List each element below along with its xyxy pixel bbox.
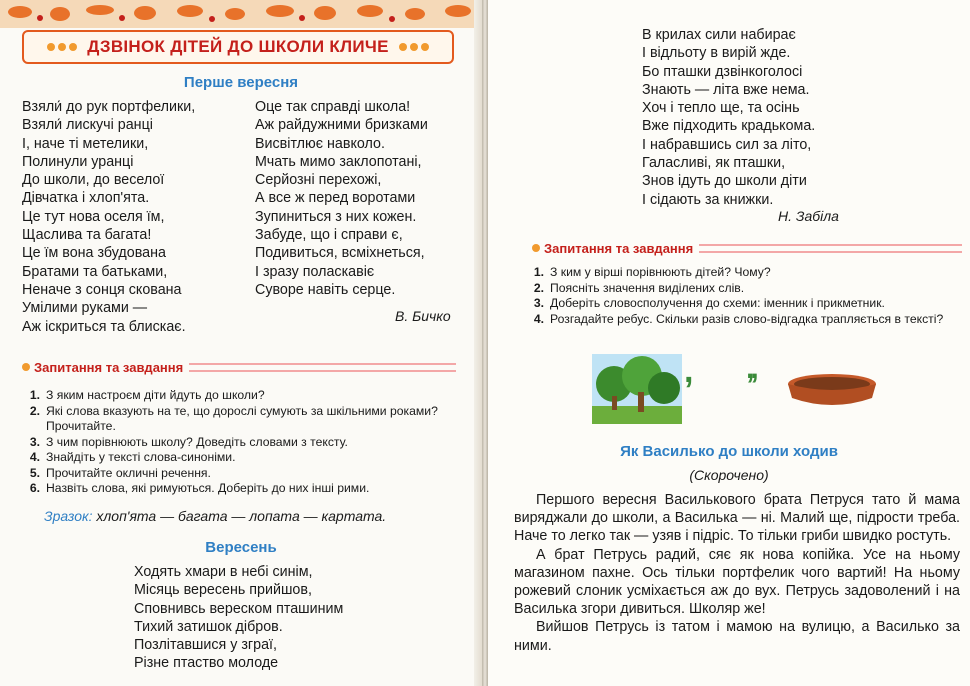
poem1-col2-line: А все ж перед воротами xyxy=(255,190,416,207)
poem-title-first-september: Перше вересня xyxy=(183,74,299,91)
sieve-picture xyxy=(784,370,880,410)
questions-list-right xyxy=(526,265,962,327)
poem2-line: Сповнивсь вереском пташиним xyxy=(134,600,344,617)
rebus-commas-right: ,, xyxy=(746,352,755,385)
question-number: 5. xyxy=(29,465,40,480)
poem-title-september: Вересень xyxy=(205,539,277,556)
question-text: З яким настроєм діти йдуть до школи? xyxy=(46,388,265,402)
poem2-lines xyxy=(134,563,343,673)
poem1-col1-line: Це їм вона збудована xyxy=(22,245,166,262)
question-text: Прочитайте окличні речення. xyxy=(46,465,211,480)
poem2-line: Позлітавшися у зграї, xyxy=(134,637,277,654)
poem1-col1-line: Полинули уранці xyxy=(22,153,134,170)
question-number: 4. xyxy=(29,450,40,464)
poem1-col1-line: Умілими руками — xyxy=(22,300,148,317)
question-item xyxy=(526,296,962,312)
folk-ornament-border xyxy=(0,0,482,28)
story-text xyxy=(514,491,960,655)
banner-title: ДЗВІНОК ДІТЕЙ ДО ШКОЛИ КЛИЧЕ xyxy=(87,37,389,56)
question-number: 3. xyxy=(533,296,544,310)
poem1-column-1 xyxy=(22,98,195,336)
poem2-cont-line: Знов ідуть до школи діти xyxy=(642,173,807,190)
example-text: хлоп'ята — багата — лопата — картата. xyxy=(96,508,387,524)
poem1-col2-line: Забуде, що і справи є, xyxy=(255,227,403,244)
poem2-cont-line: Вже підходить крадькома. xyxy=(642,118,816,135)
poem1-col2-line: І зразу поласкавіє xyxy=(255,263,375,280)
poem1-col2-line: Мчать мимо заклопотані, xyxy=(255,153,422,170)
banner-dots-right xyxy=(399,43,429,51)
poem1-col1-line: Аж іскриться та блискає. xyxy=(22,318,186,335)
page-edge-shadow xyxy=(474,0,482,686)
poem2-cont-line: Бо пташки дзвінкоголосі xyxy=(642,63,803,80)
questions-header-right: Запитання та завдання xyxy=(532,239,962,257)
left-page xyxy=(0,0,482,686)
poem1-col1-line: До школи, до веселої xyxy=(22,172,165,189)
question-number: 6. xyxy=(29,481,40,495)
story-paragraph: А брат Петрусь радий, сяє як нова копійка. Усе на ньому магазином пахне. Ось тільки портфелик чого вартий! На ньому рожевий слоник усміхається аж до вух. Петрусь задоволений і на Василька згори дивиться. Школяр же! xyxy=(514,546,960,618)
questions-list-left xyxy=(22,388,462,497)
question-item xyxy=(22,404,462,435)
question-item xyxy=(22,450,462,466)
story-paragraph: Першого вересня Василькового брата Петруся тато й мама виряджали до школи, а Василька — ні. Малий ще, підрости треба. Наче то легко так — узяв і підріс. То тільки гриби швидко ростуть. xyxy=(514,492,960,545)
story-title: Як Василько до школи ходив xyxy=(620,443,838,460)
poem2-line: Місяць вересень прийшов, xyxy=(134,582,312,599)
question-item xyxy=(22,435,462,451)
poem2-continued-lines xyxy=(642,26,815,209)
question-number: 4. xyxy=(533,311,544,326)
poem1-col2-line: Оце так справді школа! xyxy=(255,99,411,115)
trees-picture xyxy=(592,354,682,424)
question-item xyxy=(526,265,962,281)
question-item xyxy=(22,481,462,497)
question-text: Знайдіть у тексті слова-синоніми. xyxy=(46,450,236,464)
poem2-cont-line: Хоч і тепло ще, та осінь xyxy=(642,100,800,117)
question-number: 1. xyxy=(533,265,544,279)
question-item xyxy=(22,466,462,482)
poem1-col1-line: Взяли́ лискучі ранці xyxy=(22,117,153,134)
section-banner xyxy=(22,30,454,64)
poem2-author: Н. Забіла xyxy=(778,208,839,224)
poem1-col1-line: Неначе з сонця скована xyxy=(22,281,182,298)
poem1-col2-line: Подивиться, всміхнеться, xyxy=(255,245,425,262)
question-item xyxy=(526,281,962,297)
question-text: З ким у вірші порівнюють дітей? Чому? xyxy=(550,265,771,279)
poem1-column-2 xyxy=(255,98,428,299)
question-text: Які слова вказують на те, що дорослі сумують за шкільними роками? Прочитайте. xyxy=(46,403,438,433)
poem1-col2-line: Аж райдужними бризками xyxy=(255,117,428,134)
poem1-col1-line: Щаслива та багата! xyxy=(22,227,152,244)
poem1-col1-line: Взяли́ до рук портфелики, xyxy=(22,99,196,115)
poem2-line: Різне птаство молоде xyxy=(134,655,279,672)
rhyme-example xyxy=(44,508,386,524)
question-number: 2. xyxy=(29,403,40,418)
poem1-author: В. Бичко xyxy=(395,308,451,324)
question-number: 1. xyxy=(29,388,40,402)
question-text: Назвіть слова, які римуються. Доберіть до них інші рими. xyxy=(46,481,370,495)
story-subtitle: (Скорочено) xyxy=(689,467,769,483)
question-number: 2. xyxy=(533,280,544,295)
banner-dots-left xyxy=(47,43,77,51)
question-text: Поясніть значення виділених слів. xyxy=(550,280,745,295)
question-item xyxy=(22,388,462,404)
question-text: З чим порівнюють школу? Доведіть словами з тексту. xyxy=(46,434,348,449)
poem1-col2-line: Зупиниться з них кожен. xyxy=(255,208,417,225)
poem2-line: Тихий затишок дібров. xyxy=(134,618,283,635)
poem1-col1-line: Це тут нова оселя їм, xyxy=(22,208,165,225)
story-paragraph: Вийшов Петрусь із татом і мамою на вулицю, а Василько за ними. xyxy=(514,619,960,654)
poem2-line: Ходять хмари в небі синім, xyxy=(134,564,313,580)
example-label: Зразок: xyxy=(44,508,93,524)
poem1-col1-line: І, наче ті метелики, xyxy=(22,135,149,152)
question-text: Розгадайте ребус. Скільки разів слово-відгадка трапляється в тексті? xyxy=(550,311,944,326)
poem2-cont-line: В крилах сили набирає xyxy=(642,27,796,43)
poem2-cont-line: І набравшись сил за літо, xyxy=(642,136,812,153)
question-item xyxy=(526,312,962,328)
question-number: 3. xyxy=(29,434,40,449)
question-text: Доберіть словосполучення до схеми: іменник і прикметник. xyxy=(550,296,885,310)
poem1-col1-line: Братами та батьками, xyxy=(22,263,168,280)
poem1-col2-line: Висвітлює навколо. xyxy=(255,135,385,152)
poem1-col2-line: Суворе навіть серце. xyxy=(255,281,396,298)
poem2-cont-line: І сідають за книжки. xyxy=(642,191,774,208)
questions-header-left: Запитання та завдання xyxy=(22,358,456,376)
right-page xyxy=(488,0,970,686)
rebus-comma-left: , xyxy=(684,352,694,390)
poem1-col2-line: Серйозні перехожі, xyxy=(255,172,382,189)
poem2-cont-line: І відльоту в вирій жде. xyxy=(642,45,791,62)
poem2-cont-line: Галасливі, як пташки, xyxy=(642,155,786,172)
poem2-cont-line: Знають — літа вже нема. xyxy=(642,81,810,98)
poem1-col1-line: Дівчатка і хлоп'ята. xyxy=(22,190,150,207)
